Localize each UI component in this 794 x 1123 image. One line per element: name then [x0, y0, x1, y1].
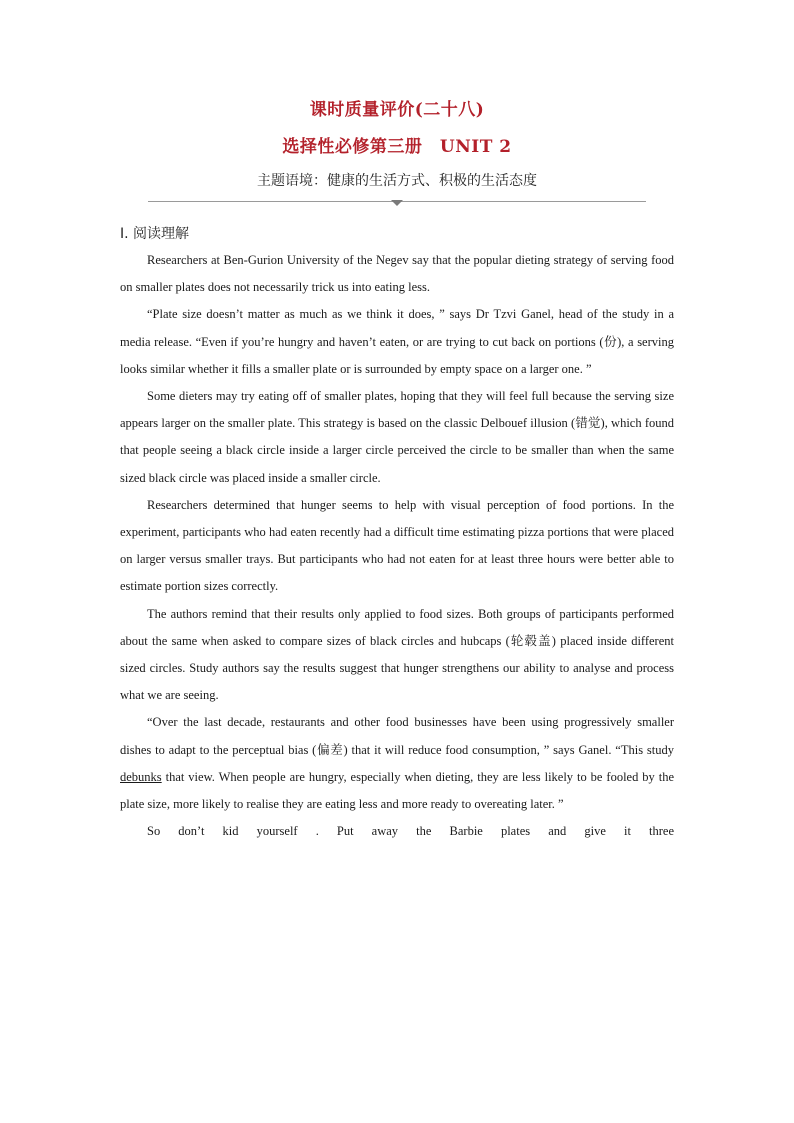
- theme-line: 主题语境：健康的生活方式、积极的生活态度: [257, 173, 537, 189]
- reading-passage: [120, 247, 674, 845]
- paragraph-4: Researchers determined that hunger seems to help with visual perception of food portions. In the experiment, participants who had eaten recently had a difficult time estimating pizza portions that were placed on larger versus smaller trays. But participants who had not eaten for at least three hours were better able to estimate portion sizes correctly.: [120, 497, 674, 594]
- page-subtitle: 选择性必修第三册 UNIT 2: [282, 137, 512, 157]
- page-title: 课时质量评价(二十八): [309, 100, 485, 120]
- divider-triangle-icon: [391, 200, 403, 206]
- section-heading: Ⅰ. 阅读理解: [120, 226, 190, 242]
- paragraph-2: “Plate size doesn’t matter as much as we think it does, ” says Dr Tzvi Ganel, head of the study in a media release. “Even if you’re hungry and haven’t eaten, or are trying to cut back on portions (份), a serving looks similar whether it fills a smaller plate or is surrounded by empty space on a larger one. ”: [120, 307, 674, 376]
- paragraph-1: Researchers at Ben-Gurion University of the Negev say that the popular dieting strategy of serving food on smaller plates does not necessarily trick us into eating less.: [120, 253, 674, 295]
- paragraph-6-text-b: that view. When people are hungry, especially when dieting, they are less likely to be fooled by the plate size, more likely to realise they are eating less and more ready to overeating later. ”: [120, 769, 674, 812]
- paragraph-7: So don’t kid yourself . Put away the Barbie plates and give it three: [147, 824, 674, 839]
- underlined-word: debunks: [120, 769, 162, 784]
- paragraph-6: [120, 709, 674, 818]
- paragraph-5: The authors remind that their results only applied to food sizes. Both groups of participants performed about the same when asked to compare sizes of black circles and hubcaps (轮毂盖) placed inside different sized circles. Study authors say the results suggest that hunger strengthens our ability to analyse and process what we are seeing.: [120, 606, 674, 703]
- paragraph-3: Some dieters may try eating off of smaller plates, hoping that they will feel full because the serving size appears larger on the smaller plate. This strategy is based on the classic Delbouef illusion (错觉), which found that people seeing a black circle inside a larger circle perceived the circle to be smaller than when the same sized black circle was placed inside a smaller circle.: [120, 389, 674, 485]
- paragraph-6-text-a: “Over the last decade, restaurants and other food businesses have been using progressively smaller dishes to adapt to the perceptual bias (偏差) that it will reduce food consumption, ” says Ganel. “This study: [120, 715, 674, 757]
